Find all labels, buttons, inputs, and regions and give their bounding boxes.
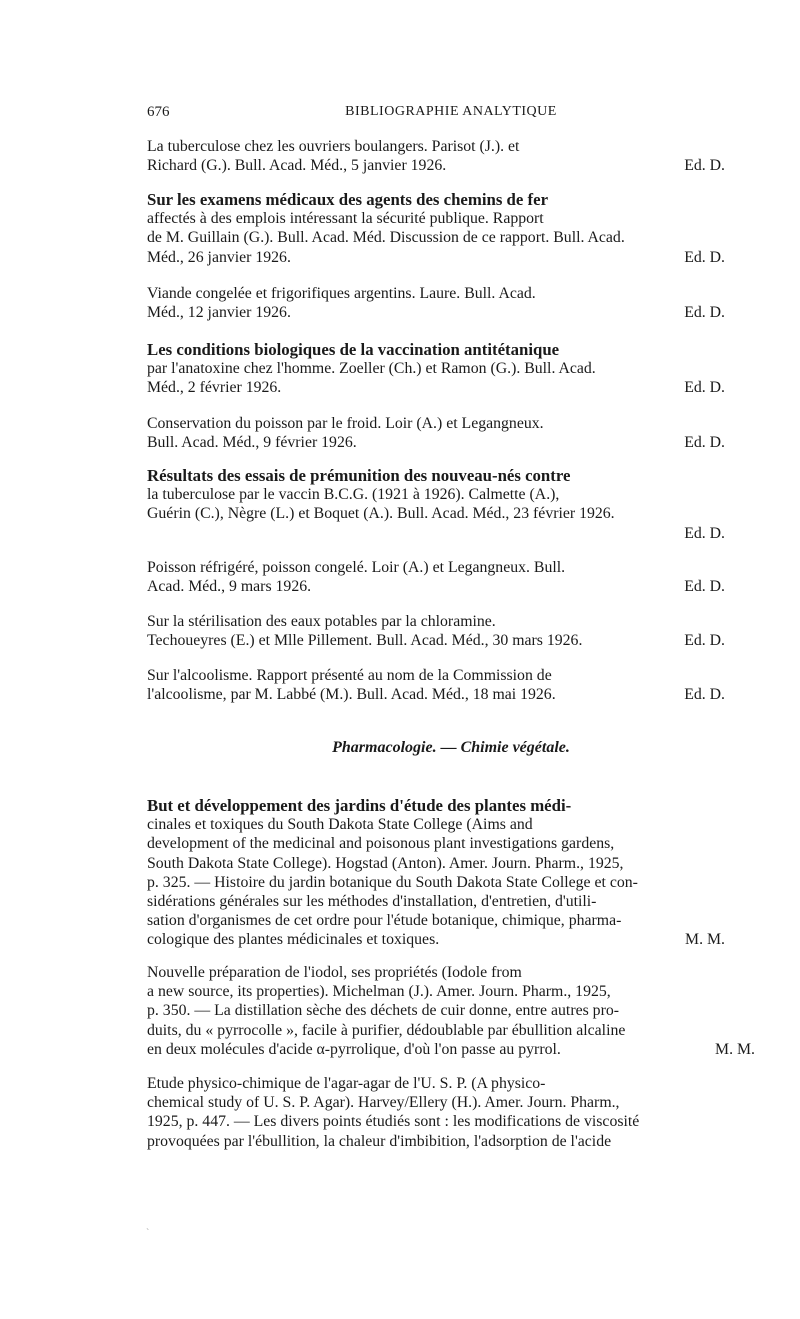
- entry-line: Sur l'alcoolisme. Rapport présenté au nom de la Commission de: [147, 667, 552, 684]
- bibliography-entry: [147, 612, 755, 650]
- entry-line: p. 325. — Histoire du jardin botanique du South Dakota State College et con-: [147, 873, 638, 891]
- entry-line: provoquées par l'ébullition, la chaleur d'imbibition, l'adsorption de l'acide: [147, 1132, 612, 1150]
- entry-line: South Dakota State College). Hogstad (Anton). Amer. Journ. Pharm., 1925,: [147, 854, 624, 872]
- reviewer-initials: Ed. D.: [684, 434, 725, 452]
- reviewer-initials: Ed. D.: [684, 157, 725, 175]
- bibliography-entry: [147, 1074, 755, 1151]
- entry-line: Les conditions biologiques de la vaccination antitétanique: [147, 340, 560, 359]
- bibliography-entry: [147, 963, 755, 1059]
- reviewer-initials: Ed. D.: [684, 524, 725, 542]
- entry-line: 1925, p. 447. — Les divers points étudiés sont : les modifications de viscosité: [147, 1113, 640, 1131]
- entry-line: sidérations générales sur les méthodes d'installation, d'entretien, d'utili-: [147, 893, 597, 911]
- entry-line: Sur les examens médicaux des agents des chemins de fer: [147, 190, 549, 209]
- entry-line: Guérin (C.), Nègre (L.) et Boquet (A.). Bull. Acad. Méd., 23 février 1926.: [147, 505, 615, 523]
- bibliography-entry: [147, 666, 755, 704]
- reviewer-initials: Ed. D.: [684, 632, 725, 650]
- entry-line: chemical study of U. S. P. Agar). Harvey/Ellery (H.). Amer. Journ. Pharm.,: [147, 1094, 620, 1112]
- entry-line: Méd., 12 janvier 1926. Ed. D.: [147, 304, 725, 322]
- bibliography-entry: [147, 190, 755, 267]
- entry-line: par l'anatoxine chez l'homme. Zoeller (Ch.) et Ramon (G.). Bull. Acad.: [147, 360, 596, 378]
- margin-speck: `: [146, 1228, 150, 1239]
- bibliography-entry: [147, 414, 755, 452]
- entry-line: p. 350. — La distillation sèche des déchets de cuir donne, entre autres pro-: [147, 1002, 620, 1020]
- entry-line: duits, du « pyrrocolle », facile à purifier, dédoublable par ébullition alcaline: [147, 1021, 626, 1039]
- entry-line: Acad. Méd., 9 mars 1926. Ed. D.: [147, 578, 725, 596]
- running-title: BIBLIOGRAPHIE ANALYTIQUE: [345, 104, 557, 119]
- entry-line: Viande congelée et frigorifiques argentins. Laure. Bull. Acad.: [147, 285, 536, 302]
- reviewer-initials: Ed. D.: [684, 686, 725, 704]
- entry-line: But et développement des jardins d'étude des plantes médi-: [147, 796, 572, 815]
- reviewer-initials: M. M.: [715, 1040, 755, 1058]
- entry-line: Bull. Acad. Méd., 9 février 1926. Ed. D.: [147, 434, 725, 452]
- bibliography-entry: [147, 558, 755, 596]
- entry-line: affectés à des emplois intéressant la sécurité publique. Rapport: [147, 210, 544, 228]
- entry-line: Poisson réfrigéré, poisson congelé. Loir (A.) et Legangneux. Bull.: [147, 559, 566, 576]
- entry-line: cologique des plantes médicinales et toxiques. M. M.: [147, 931, 725, 949]
- bibliography-entry: [147, 340, 755, 398]
- entry-line: Etude physico-chimique de l'agar-agar de l'U. S. P. (A physico-: [147, 1075, 546, 1092]
- bibliography-entry: [147, 284, 755, 322]
- entry-line: la tuberculose par le vaccin B.C.G. (1921 à 1926). Calmette (A.),: [147, 486, 560, 504]
- entry-line: Nouvelle préparation de l'iodol, ses propriétés (Iodole from: [147, 964, 522, 981]
- entry-line: a new source, its properties). Michelman (J.). Amer. Journ. Pharm., 1925,: [147, 983, 611, 1001]
- reviewer-initials: Ed. D.: [684, 379, 725, 397]
- entry-line: [147, 524, 755, 543]
- entry-line: sation d'organismes de cet ordre pour l'étude botanique, chimique, pharma-: [147, 912, 622, 930]
- reviewer-initials: Ed. D.: [684, 578, 725, 596]
- entry-line: La tuberculose chez les ouvriers boulangers. Parisot (J.). et: [147, 138, 520, 155]
- entry-line: l'alcoolisme, par M. Labbé (M.). Bull. Acad. Méd., 18 mai 1926. Ed. D.: [147, 686, 725, 704]
- entry-line: development of the medicinal and poisonous plant investigations gardens,: [147, 835, 615, 853]
- section-heading: Pharmacologie. — Chimie végétale.: [332, 739, 570, 756]
- entry-line: en deux molécules d'acide α-pyrrolique, d'où l'on passe au pyrrol. M. M.: [147, 1040, 755, 1058]
- entry-line: Richard (G.). Bull. Acad. Méd., 5 janvier 1926. Ed. D.: [147, 157, 725, 175]
- reviewer-initials: Ed. D.: [684, 248, 725, 266]
- entry-line: cinales et toxiques du South Dakota State College (Aims and: [147, 816, 533, 834]
- entry-line: Sur la stérilisation des eaux potables par la chloramine.: [147, 613, 496, 630]
- page-number: 676: [147, 104, 170, 120]
- bibliography-entry: [147, 466, 755, 543]
- entry-line: Conservation du poisson par le froid. Loir (A.) et Legangneux.: [147, 415, 544, 432]
- bibliography-entry: [147, 137, 755, 175]
- reviewer-initials: Ed. D.: [684, 304, 725, 322]
- bibliography-entry: [147, 796, 755, 950]
- entry-line: Résultats des essais de prémunition des nouveau-nés contre: [147, 466, 571, 485]
- page-header: [147, 104, 755, 126]
- entry-line: Méd., 26 janvier 1926. Ed. D.: [147, 248, 725, 266]
- entry-line: Techoueyres (E.) et Mlle Pillement. Bull. Acad. Méd., 30 mars 1926. Ed. D.: [147, 632, 725, 650]
- reviewer-initials: M. M.: [685, 931, 725, 949]
- entry-line: Méd., 2 février 1926. Ed. D.: [147, 379, 725, 397]
- entry-line: de M. Guillain (G.). Bull. Acad. Méd. Discussion de ce rapport. Bull. Acad.: [147, 229, 625, 247]
